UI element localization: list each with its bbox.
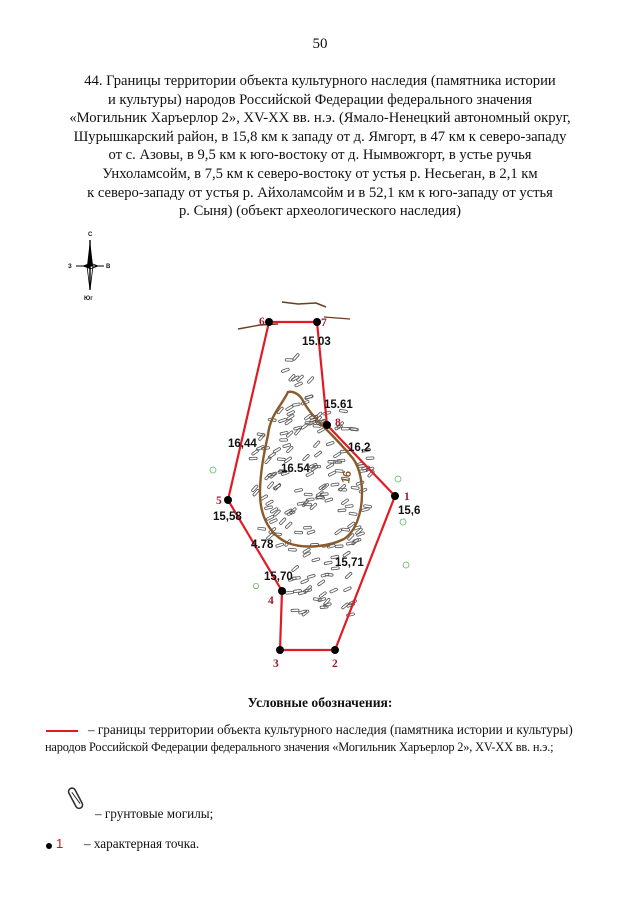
point-label: 6	[259, 316, 265, 328]
grave-mark	[307, 530, 315, 535]
grave-mark	[285, 591, 293, 594]
height-mark: 15,70	[264, 571, 293, 583]
title-line: и культуры) народов Российской Федерации федерального значения	[107, 91, 533, 108]
grave-mark	[356, 481, 364, 486]
point-labels	[216, 316, 410, 670]
characteristic-points	[224, 318, 399, 654]
title-line: 44. Границы территории объекта культурного наследия (памятника истории	[84, 73, 556, 89]
grave-mark	[325, 498, 333, 503]
point-label: 2	[332, 658, 338, 670]
grave-mark	[351, 486, 359, 489]
grave-mark	[345, 572, 352, 579]
grave-mark	[258, 527, 266, 530]
grave-mark	[341, 498, 349, 505]
title-line: «Могильник Харъерлор 2», XV-XX вв. н.э. (Ямало-Ненецкий автономный округ,	[69, 110, 571, 127]
contour-label: 16	[340, 469, 355, 485]
title-line: от с. Азовы, в 9,5 км к юго-востоку от д. Нымвожгорт, в устье ручья	[108, 147, 532, 164]
graves-legend-text: – грунтовые могилы;	[95, 806, 214, 821]
grave-mark	[300, 579, 308, 584]
grave-mark	[294, 488, 302, 492]
grave-mark	[317, 580, 325, 587]
characteristic-point	[313, 318, 321, 326]
boundary-line	[228, 322, 395, 650]
grave-mark	[338, 509, 346, 512]
point-legend-dot-icon	[46, 843, 52, 849]
height-mark: 15,58	[213, 511, 242, 523]
height-mark: 15,6	[398, 505, 421, 517]
grave-mark	[280, 439, 288, 441]
characteristic-point	[265, 318, 273, 326]
grave-mark	[285, 522, 292, 529]
grave-mark	[258, 433, 265, 441]
grave-mark	[302, 454, 309, 461]
title-line: р. Сыня) (объект археологического наследия)	[178, 203, 461, 220]
grave-mark	[324, 561, 332, 565]
grave-mark	[335, 545, 343, 548]
point-label: 3	[273, 658, 279, 670]
grave-mark	[276, 543, 284, 548]
characteristic-point	[224, 496, 232, 504]
grave-mark	[252, 489, 259, 497]
legend-title: Условные обозначения:	[247, 695, 393, 710]
title-line: к северо-западу от устья р. Айхоламсойм и в 52,1 км к юго-западу от устья	[87, 184, 553, 201]
grave-mark	[268, 452, 276, 459]
page-number: 50	[312, 36, 328, 52]
grave-mark	[281, 368, 289, 373]
characteristic-point	[331, 646, 339, 654]
grave-mark	[326, 463, 334, 469]
characteristic-point	[323, 421, 331, 429]
grave-mark	[333, 452, 341, 458]
document-title	[30, 72, 610, 221]
point-legend-number: 1	[56, 836, 64, 851]
compass-west: З	[68, 264, 72, 270]
grave-mark	[312, 558, 320, 562]
boundary-legend-text-continued: народов Российской Федерации федерального значения «Могильник Харъерлор 2», XV-XX вв. н.э.;	[45, 740, 554, 754]
grave-mark	[294, 382, 302, 388]
grave-mark	[277, 458, 285, 461]
grave-mark	[291, 609, 299, 612]
grave-mark	[295, 531, 303, 534]
height-mark: 16.54	[281, 463, 310, 475]
compass-rose-icon	[66, 228, 116, 304]
grave-mark	[343, 586, 351, 592]
grave-mark	[341, 602, 349, 609]
height-mark: 16,44	[228, 438, 257, 450]
grave-mark	[251, 485, 258, 492]
grave-mark	[342, 528, 350, 531]
point-legend-text: – характерная точка.	[84, 836, 200, 851]
grave-mark	[298, 591, 306, 595]
title-line: Шурышкарский район, в 15,8 км к западу от д. Ямгорт, в 47 км к северо-западу	[73, 128, 567, 145]
grave-mark	[257, 433, 265, 437]
grave-mark	[331, 483, 339, 486]
compass-north: С	[88, 232, 93, 238]
grave-mark	[285, 359, 293, 362]
grave-mark	[334, 528, 342, 535]
grave-mark	[249, 457, 257, 460]
grave-mark	[326, 441, 334, 446]
grave-mark	[298, 610, 306, 614]
grave-mark	[356, 532, 364, 537]
grave-mark	[349, 512, 357, 515]
grave-mark	[314, 451, 322, 458]
site-map	[190, 295, 450, 675]
grave-mark	[364, 505, 372, 508]
height-mark: 4.78	[251, 539, 274, 551]
grave-mark	[319, 591, 327, 598]
boundary-legend-symbol	[46, 730, 78, 732]
grave-mark	[307, 574, 315, 578]
grave-mark	[292, 353, 299, 361]
boundary-legend-text: – границы территории объекта культурного наследия (памятника истории и культуры)	[88, 722, 573, 737]
grave-mark	[283, 443, 291, 448]
height-mark: 15.03	[302, 336, 331, 348]
compass-south: Юг	[84, 296, 93, 302]
height-mark: 15,71	[335, 557, 364, 569]
grave-mark	[273, 509, 281, 516]
characteristic-point	[278, 587, 286, 595]
grave-mark	[288, 548, 296, 551]
point-label: 4	[268, 595, 274, 607]
height-mark: 15.61	[324, 399, 353, 411]
grave-mark	[313, 440, 320, 448]
compass-east: В	[106, 264, 111, 270]
grave-mark	[366, 457, 374, 460]
height-mark: 16,2	[348, 442, 371, 454]
grave-mark	[341, 427, 349, 430]
point-label: 7	[321, 317, 327, 329]
title-line: Унхоламсойм, в 7,5 км к северо-востоку от устья р. Несьеган, в 2,1 км	[102, 165, 538, 182]
grave-mark	[265, 500, 273, 506]
grave-mark	[330, 588, 338, 594]
point-label: 5	[216, 495, 222, 507]
grave-mark	[361, 508, 369, 512]
grave-mark	[339, 484, 346, 491]
grave-mark	[345, 504, 353, 507]
point-label: 8	[335, 417, 341, 429]
characteristic-point	[391, 492, 399, 500]
grave-mark	[307, 376, 314, 384]
grave-mark	[264, 506, 272, 510]
grave-mark	[310, 503, 317, 510]
grave-mark	[279, 517, 286, 524]
grave-mark	[303, 526, 311, 529]
grave-icon	[66, 785, 86, 813]
grave-mark	[304, 493, 312, 496]
characteristic-point	[276, 646, 284, 654]
point-label: 1	[404, 491, 410, 503]
grave-mark	[285, 405, 293, 411]
